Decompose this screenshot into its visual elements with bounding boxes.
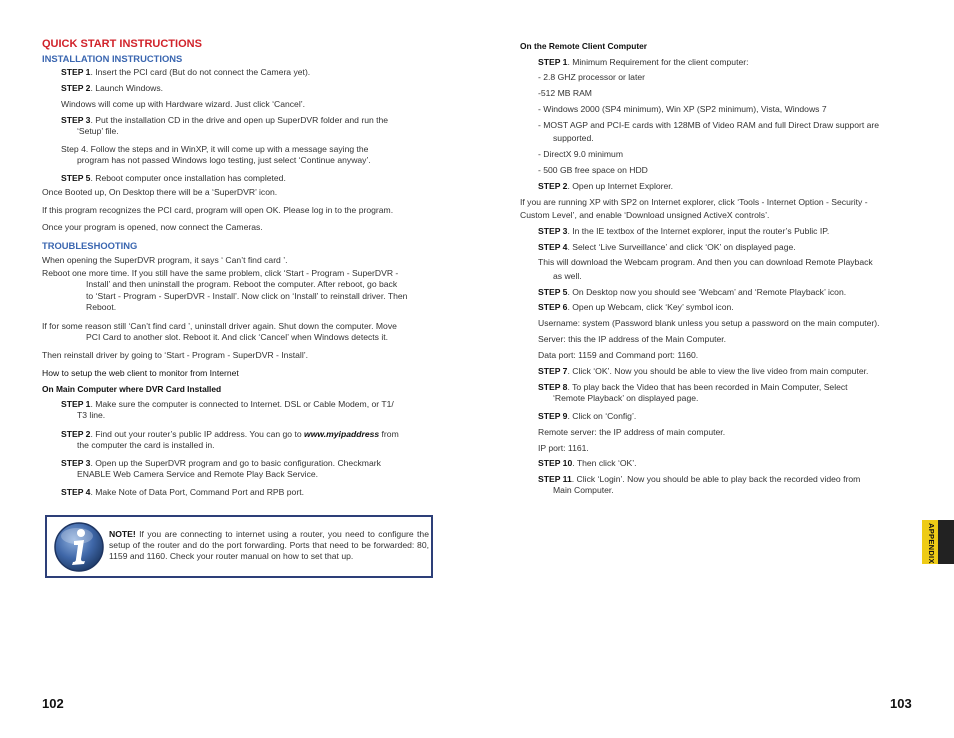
remote-step-11: STEP 11. Click ‘Login’. Now you should be able to play back the recorded video from Main Computer. xyxy=(538,474,861,496)
install-step-1: STEP 1. Insert the PCI card (But do not connect the Camera yet). xyxy=(61,67,311,77)
note-text: NOTE! If you are connecting to internet using a router, you need to configure the setup of the router and do the port forwarding. Ports that need to be forwarded: 80, 1159 and 1160. Check your router manual on how to set that up. xyxy=(109,529,429,561)
remote-step-1: STEP 1. Minimum Requirement for the client computer: xyxy=(538,57,749,67)
page-title: QUICK START INSTRUCTIONS xyxy=(42,38,202,50)
install-step-3: STEP 3. Put the installation CD in the drive and open up SuperDVR folder and run the ‘Setup’ file. xyxy=(61,115,389,137)
trouble-line: When opening the SuperDVR program, it says ‘ Can’t find card ’. xyxy=(42,255,288,265)
main-step-3: STEP 3. Open up the SuperDVR program and go to basic configuration. Checkmark ENABLE Web Camera Service and Remote Play Back Service. xyxy=(61,458,381,480)
remote-step-5: STEP 5. On Desktop now you should see ‘Webcam’ and ‘Remote Playback’ icon. xyxy=(538,287,847,297)
install-heading: INSTALLATION INSTRUCTIONS xyxy=(42,53,183,64)
username-line: Username: system (Password blank unless you setup a password on the main computer). xyxy=(538,318,880,328)
trouble-line: Reboot one more time. If you still have the same problem, click ‘Start - Program - SuperDVR - xyxy=(42,268,399,278)
remote-step-4: STEP 4. Select ‘Live Surveillance’ and click ‘OK’ on displayed page. xyxy=(538,242,796,252)
page-number-left: 102 xyxy=(42,696,64,711)
trouble-line: Install’ and then uninstall the program. Reboot the computer. After reboot, go back xyxy=(86,279,398,289)
page-number-right: 103 xyxy=(890,696,912,711)
remote-step-8: STEP 8. To play back the Video that has been recorded in Main Computer, Select ‘Remote Playback’ on displayed page. xyxy=(538,382,848,404)
remote-server-line: Remote server: the IP address of main computer. xyxy=(538,427,726,437)
web-client-heading: How to setup the web client to monitor from Internet xyxy=(42,368,239,378)
requirement-item: supported. xyxy=(553,133,594,143)
install-step-4: Step 4. Follow the steps and in WinXP, it will come up with a message saying the program has not passed Windows logo testing, just select ‘Continue anyway’. xyxy=(61,144,371,166)
troubleshooting-heading: TROUBLESHOOTING xyxy=(42,240,138,251)
remote-step-3: STEP 3. In the IE textbox of the Internet explorer, input the router’s Public IP. xyxy=(538,226,830,236)
server-line: Server: this the IP address of the Main Computer. xyxy=(538,334,727,344)
trouble-line: to ‘Start - Program - SuperDVR - Install’. Now click on ‘Install’ to reinstall driver. Then xyxy=(86,291,408,301)
requirement-item: - 2.8 GHZ processor or later xyxy=(538,72,645,82)
appendix-tab-edge xyxy=(938,520,954,564)
remote-step-10: STEP 10. Then click ‘OK’. xyxy=(538,458,637,468)
install-step-5: STEP 5. Reboot computer once installation has completed. xyxy=(61,173,286,183)
main-step-2: STEP 2. Find out your router’s public IP address. You can go to www.myipaddress from the computer the card is installed in. xyxy=(61,429,399,451)
requirement-item: - MOST AGP and PCI-E cards with 128MB of Video RAM and full Direct Draw support are xyxy=(538,120,880,130)
booted-note: Once Booted up, On Desktop there will be a ‘SuperDVR’ icon. xyxy=(42,187,278,197)
requirement-item: - 500 GB free space on HDD xyxy=(538,165,648,175)
myipaddress-link[interactable]: www.myipaddress xyxy=(304,429,380,439)
recognize-note: If this program recognizes the PCI card, program will open OK. Please log in to the program. xyxy=(42,205,394,215)
remote-step-7: STEP 7. Click ‘OK’. Now you should be able to view the live video from main computer. xyxy=(538,366,869,376)
main-step-1: STEP 1. Make sure the computer is connected to Internet. DSL or Cable Modem, or T1/ T3 line. xyxy=(61,399,394,421)
requirement-item: - Windows 2000 (SP4 minimum), Win XP (SP2 minimum), Vista, Windows 7 xyxy=(538,104,827,114)
xp-note: Custom Level’, and enable ‘Download unsigned ActiveX controls’. xyxy=(520,210,770,220)
install-wizard-note: Windows will come up with Hardware wizard. Just click ‘Cancel’. xyxy=(61,99,306,109)
ports-line: Data port: 1159 and Command port: 1160. xyxy=(538,350,699,360)
remote-step-9: STEP 9. Click on ‘Config’. xyxy=(538,411,637,421)
requirement-item: -512 MB RAM xyxy=(538,88,592,98)
trouble-line: Then reinstall driver by going to ‘Start - Program - SuperDVR - Install’. xyxy=(42,350,309,360)
download-note: This will download the Webcam program. And then you can download Remote Playback xyxy=(538,257,873,267)
download-note: as well. xyxy=(553,271,582,281)
remote-step-6: STEP 6. Open up Webcam, click ‘Key’ symbol icon. xyxy=(538,302,734,312)
trouble-line: PCI Card to another slot. Reboot it. And click ‘Cancel’ when Windows detects it. xyxy=(86,332,389,342)
install-step-2: STEP 2. Launch Windows. xyxy=(61,83,164,93)
remote-step-2: STEP 2. Open up Internet Explorer. xyxy=(538,181,674,191)
xp-note: If you are running XP with SP2 on Internet explorer, click ‘Tools - Internet Option - Security - xyxy=(520,197,868,207)
main-computer-heading: On Main Computer where DVR Card Installed xyxy=(42,384,222,394)
remote-client-heading: On the Remote Client Computer xyxy=(520,41,648,51)
requirement-item: - DirectX 9.0 minimum xyxy=(538,149,623,159)
appendix-tab-label: APPENDIX xyxy=(927,523,936,564)
connect-cameras-note: Once your program is opened, now connect the Cameras. xyxy=(42,222,263,232)
info-icon xyxy=(50,521,108,573)
main-step-4: STEP 4. Make Note of Data Port, Command Port and RPB port. xyxy=(61,487,304,497)
trouble-line: Reboot. xyxy=(86,302,117,312)
trouble-line: If for some reason still ‘Can’t find card ’, uninstall driver again. Shut down the computer. Move xyxy=(42,321,397,331)
ip-port-line: IP port: 1161. xyxy=(538,443,589,453)
note-box xyxy=(45,515,433,578)
